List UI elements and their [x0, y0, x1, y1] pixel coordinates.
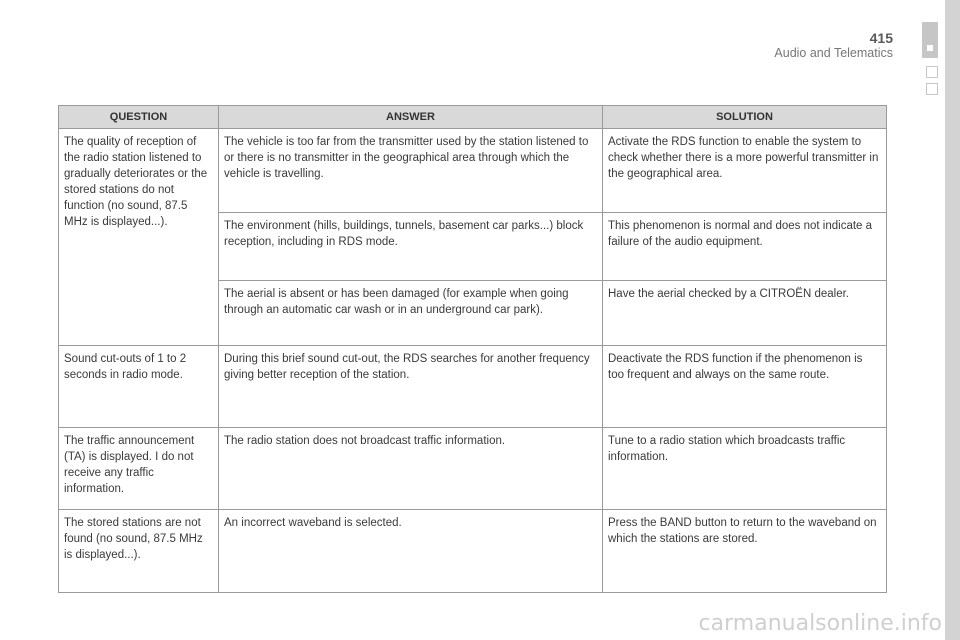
header-question: QUESTION: [59, 106, 219, 129]
faq-table: [58, 105, 887, 593]
solution-cell: Press the BAND button to return to the waveband on which the stations are stored.: [603, 510, 887, 593]
answer-cell: The aerial is absent or has been damaged (for example when going through an automatic car wash or in an underground car park).: [219, 281, 603, 346]
section-title: Audio and Telematics: [774, 46, 893, 60]
answer-cell: During this brief sound cut-out, the RDS searches for another frequency giving better reception of the station.: [219, 346, 603, 428]
solution-cell: This phenomenon is normal and does not indicate a failure of the audio equipment.: [603, 213, 887, 281]
chapter-tab: [922, 22, 938, 58]
table-row: [59, 510, 887, 593]
answer-cell: The radio station does not broadcast traffic information.: [219, 428, 603, 510]
answer-cell: The vehicle is too far from the transmitter used by the station listened to or there is no transmitter in the geographical area through which the vehicle is travelling.: [219, 129, 603, 213]
question-cell: The quality of reception of the radio station listened to gradually deteriorates or the stored stations do not function (no sound, 87.5 MHz is displayed...).: [59, 129, 219, 346]
table-row: [59, 346, 887, 428]
chapter-box: [926, 83, 938, 95]
chapter-marker: [927, 45, 933, 51]
question-cell: The stored stations are not found (no sound, 87.5 MHz is displayed...).: [59, 510, 219, 593]
page-number: 415: [869, 30, 893, 46]
header-row: [59, 106, 887, 129]
table-row: [59, 129, 887, 213]
header-solution: SOLUTION: [603, 106, 887, 129]
solution-cell: Activate the RDS function to enable the system to check whether there is a more powerful transmitter in the geographical area.: [603, 129, 887, 213]
answer-cell: An incorrect waveband is selected.: [219, 510, 603, 593]
question-cell: Sound cut-outs of 1 to 2 seconds in radio mode.: [59, 346, 219, 428]
solution-cell: Tune to a radio station which broadcasts traffic information.: [603, 428, 887, 510]
side-strip: [945, 0, 960, 640]
question-cell: The traffic announcement (TA) is displayed. I do not receive any traffic information.: [59, 428, 219, 510]
answer-cell: The environment (hills, buildings, tunnels, basement car parks...) block reception, including in RDS mode.: [219, 213, 603, 281]
watermark: carmanualsonline.info: [698, 611, 942, 636]
header-answer: ANSWER: [219, 106, 603, 129]
solution-cell: Have the aerial checked by a CITROËN dealer.: [603, 281, 887, 346]
chapter-box: [926, 66, 938, 78]
solution-cell: Deactivate the RDS function if the phenomenon is too frequent and always on the same route.: [603, 346, 887, 428]
table-row: [59, 428, 887, 510]
